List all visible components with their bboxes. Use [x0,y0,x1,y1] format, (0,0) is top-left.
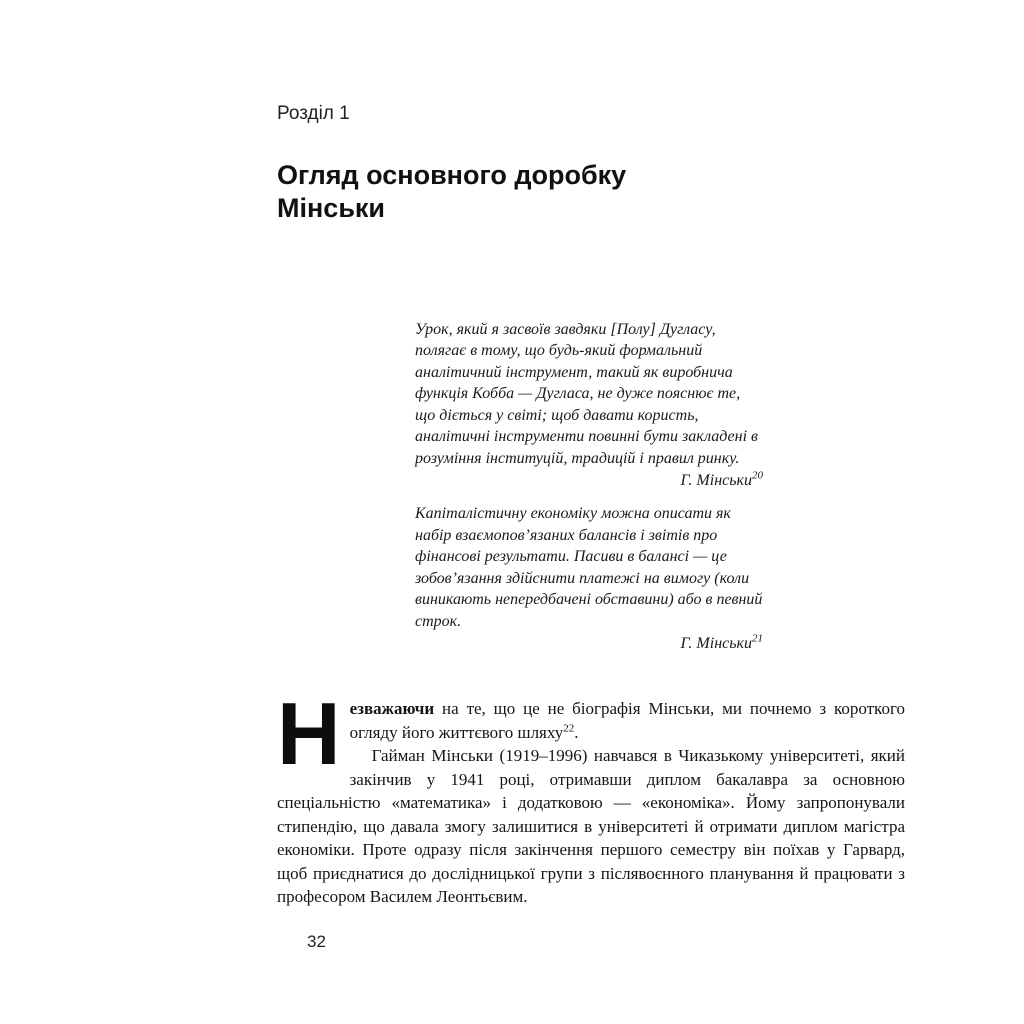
page-content [277,103,905,909]
paragraph-2: Гайман Мінськи (1919–1996) навчався в Чиказькому університеті, який закінчив у 1941 році, отримавши диплом бакалавра за основною спеціальністю «математика» і додатковою — «економіка». Йому запропонували стипендію, що давала змогу залишитися в університеті й отримати диплом магістра економіки. Проте одразу після закінчення першого семестру він поїхав у Гарвард, щоб приєднатися до дослідницької групи з післявоєнного планування й працювати з професором Василем Леонтьєвим. [277,746,905,907]
paragraph-1 [277,684,905,784]
epigraph-quote-1 [415,319,763,491]
sentence-end: . [574,722,579,742]
epigraphs [415,319,763,654]
body-text [277,684,905,909]
epigraph-quote-2 [415,503,763,653]
epigraph-text: Урок, який я засвоїв завдяки [Полу] Дугласу, полягає в тому, що будь-який формальний аналітичний інструмент, такий як виробнича функція Кобба — Дугласа, не дуже пояснює те, що діється у світі; щоб давати користь, аналітичні інструменти повинні бути закладені в розуміння інституцій, традицій і правил ринку. [415,320,758,467]
footnote-ref-21: 21 [752,633,763,646]
paragraph-text: на те, що це не біографія Мінськи, ми почнемо з короткого огляду його життєвого шляху [349,699,905,742]
attribution-name: Г. Мінськи [680,635,752,653]
dropcap: Н [277,684,341,784]
footnote-ref-20: 20 [752,470,763,483]
chapter-title: Огляд основного доробку Мінськи [277,160,627,223]
epigraph-attribution [415,635,763,653]
page-number: 32 [307,932,326,951]
chapter-label: Розділ 1 [277,103,350,124]
lead-word: езважаючи [349,699,435,719]
epigraph-text: Капіталістичну економіку можна описати як набір взаємопов’язаних балансів і звітів про фінансові результати. Пасиви в балансі — це зобов’язання здійснити платежі на вимогу (коли виникають непередбачені обставини) або в певний строк. [415,505,763,630]
epigraph-attribution [415,472,763,490]
footnote-ref-22: 22 [563,722,575,735]
attribution-name: Г. Мінськи [680,472,752,490]
